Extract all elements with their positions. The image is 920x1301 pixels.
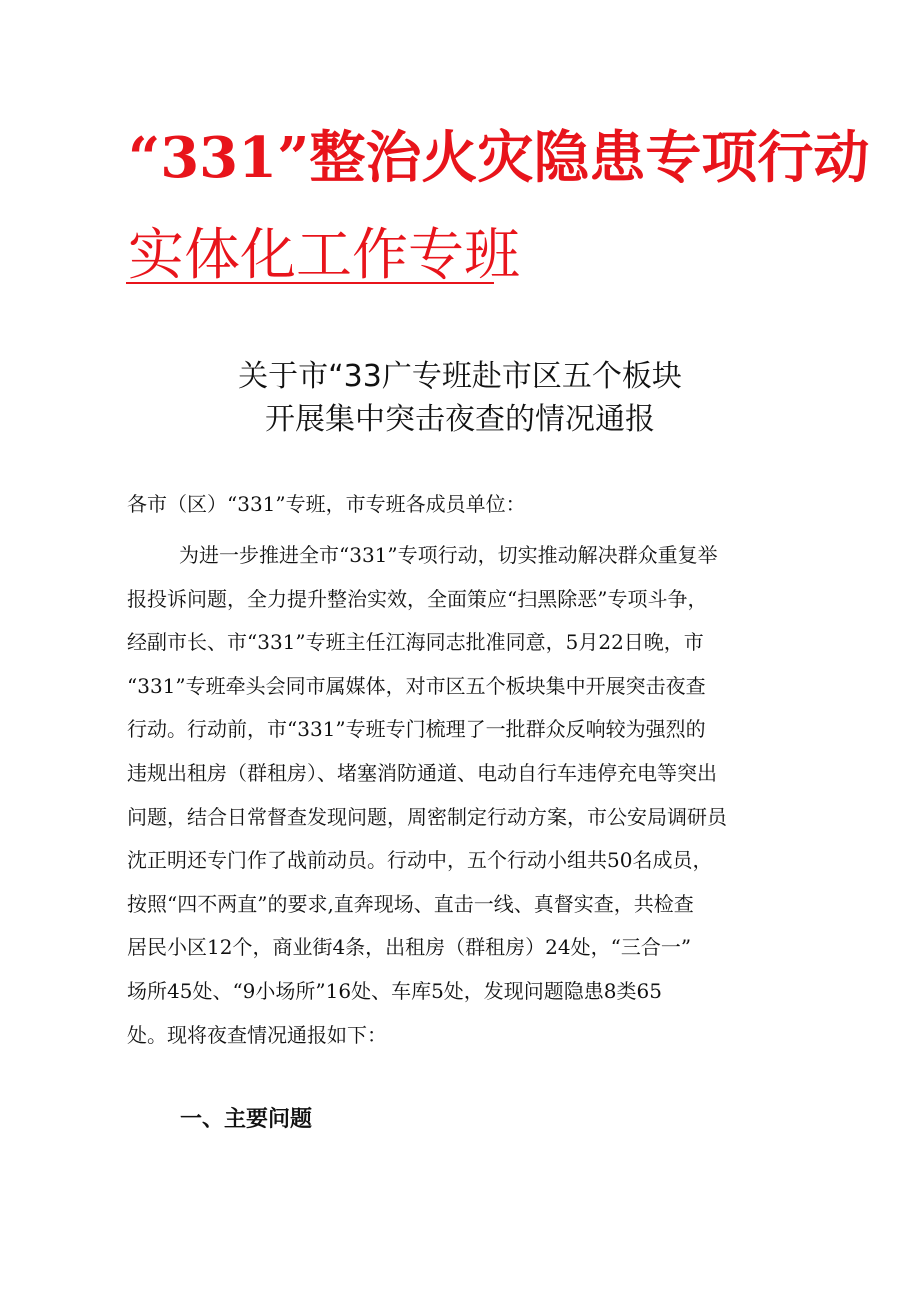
title-underline bbox=[126, 282, 494, 284]
paragraph-line: 问题，结合日常督查发现问题，周密制定行动方案，市公安局调研员 bbox=[127, 804, 727, 829]
paragraph-line: 居民小区12个，商业街4条，出租房（群租房）24处，“三合一” bbox=[127, 935, 692, 960]
section-heading: 一、主要问题 bbox=[180, 1107, 313, 1132]
paragraph-line: 为进一步推进全市“331”专项行动，切实推动解决群众重复举 bbox=[179, 543, 718, 567]
paragraph-line: 行动。行动前，市“331”专班专门梳理了一批群众反响较为强烈的 bbox=[127, 717, 706, 742]
document-title-line2: 实体化工作专班 bbox=[128, 223, 520, 288]
paragraph-line: 场所45处、“9小场所”16处、车库5处，发现问题隐患8类65 bbox=[127, 978, 662, 1003]
paragraph-line: 处。现将夜查情况通报如下： bbox=[127, 1022, 387, 1047]
paragraph-line: 经副市长、市“331”专班主任江海同志批准同意，5月22日晚，市 bbox=[127, 630, 704, 655]
document-title-line1: “331”整治火灾隐患专项行动 bbox=[128, 125, 870, 191]
subtitle-line2: 开展集中突击夜查的情况通报 bbox=[265, 402, 655, 437]
paragraph-line: “331”专班牵头会同市属媒体，对市区五个板块集中开展突击夜查 bbox=[127, 673, 706, 698]
body-paragraph bbox=[127, 534, 827, 1057]
paragraph-line: 违规出租房（群租房）、堵塞消防通道、电动自行车违停充电等突出 bbox=[127, 760, 717, 785]
paragraph-line: 报投诉问题，全力提升整治实效，全面策应“扫黑除恶”专项斗争， bbox=[127, 586, 708, 611]
salutation: 各市（区）“331”专班，市专班各成员单位： bbox=[127, 492, 526, 516]
paragraph-line: 按照“四不两直”的要求,直奔现场、直击一线、真督实查，共检查 bbox=[127, 891, 694, 916]
paragraph-line: 沈正明还专门作了战前动员。行动中，五个行动小组共50名成员， bbox=[127, 848, 713, 873]
subtitle-line1: 关于市“33广专班赴市区五个板块 bbox=[238, 359, 682, 394]
